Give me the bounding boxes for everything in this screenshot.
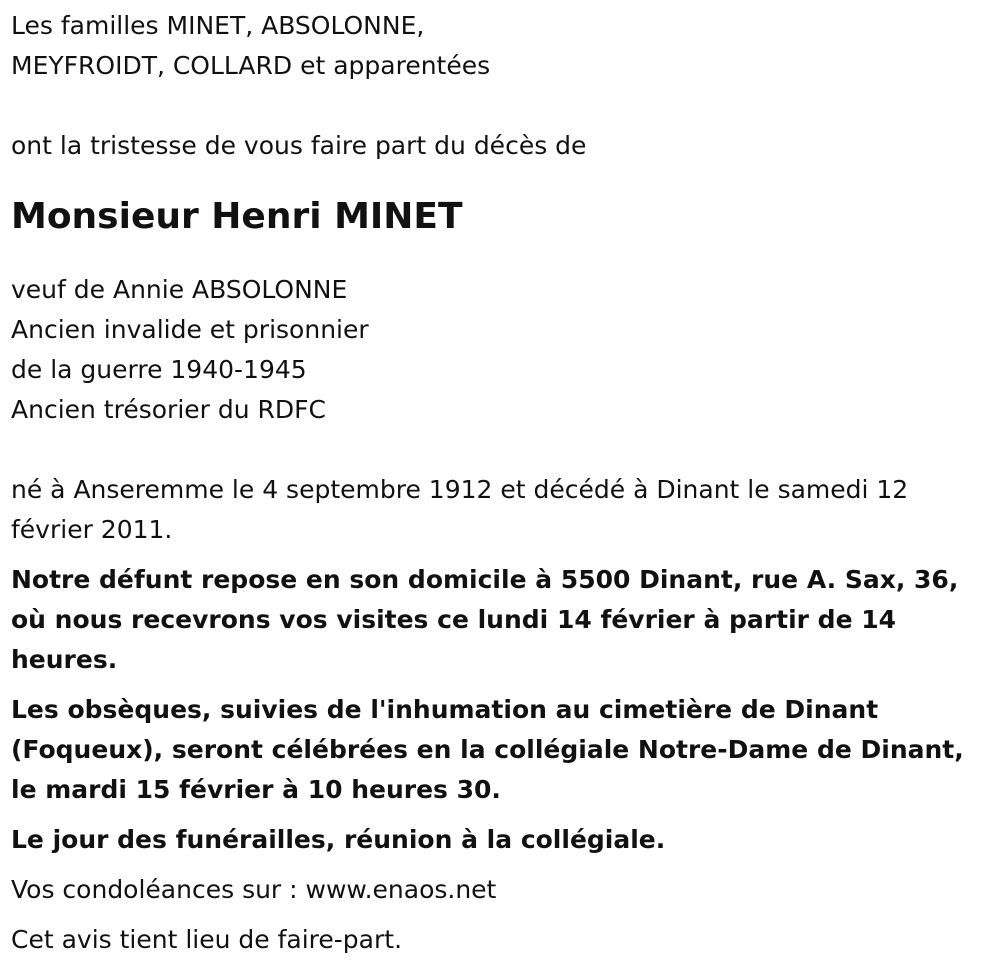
birth-death-text: né à Anseremme le 4 septembre 1912 et décédé à Dinant le samedi 12 février 2011.: [11, 475, 909, 544]
deceased-name: Monsieur Henri MINET: [11, 196, 463, 237]
families-line-1: Les familles MINET, ABSOLONNE,: [11, 11, 425, 40]
spacer: [11, 242, 986, 270]
closing-text: Cet avis tient lieu de faire-part.: [11, 925, 403, 954]
families-line-2: MEYFROIDT, COLLARD et apparentées: [11, 51, 491, 80]
detail-widower: veuf de Annie ABSOLONNE: [11, 275, 348, 304]
announcement-text: ont la tristesse de vous faire part du décès de: [11, 131, 587, 160]
spacer: [11, 86, 986, 126]
funeral-text: Les obsèques, suivies de l'inhumation au cimetière de Dinant (Foqueux), seront célébrées en la collégiale Notre-Dame de Dinant, le mardi 15 février à 10 heures 30.: [11, 695, 964, 804]
detail-treasurer: Ancien trésorier du RDFC: [11, 395, 326, 424]
visitation-text: Notre défunt repose en son domicile à 5500 Dinant, rue A. Sax, 36, où nous recevrons vos visites ce lundi 14 février à partir de 14 heures.: [11, 565, 959, 674]
spacer: [11, 166, 986, 186]
meeting-text: Le jour des funérailles, réunion à la collégiale.: [11, 825, 666, 854]
funeral-notice: [11, 6, 986, 960]
condolences-text: Vos condoléances sur : www.enaos.net: [11, 875, 497, 904]
detail-war-invalid: Ancien invalide et prisonnier: [11, 315, 369, 344]
detail-war-years: de la guerre 1940-1945: [11, 355, 307, 384]
spacer: [11, 430, 986, 470]
